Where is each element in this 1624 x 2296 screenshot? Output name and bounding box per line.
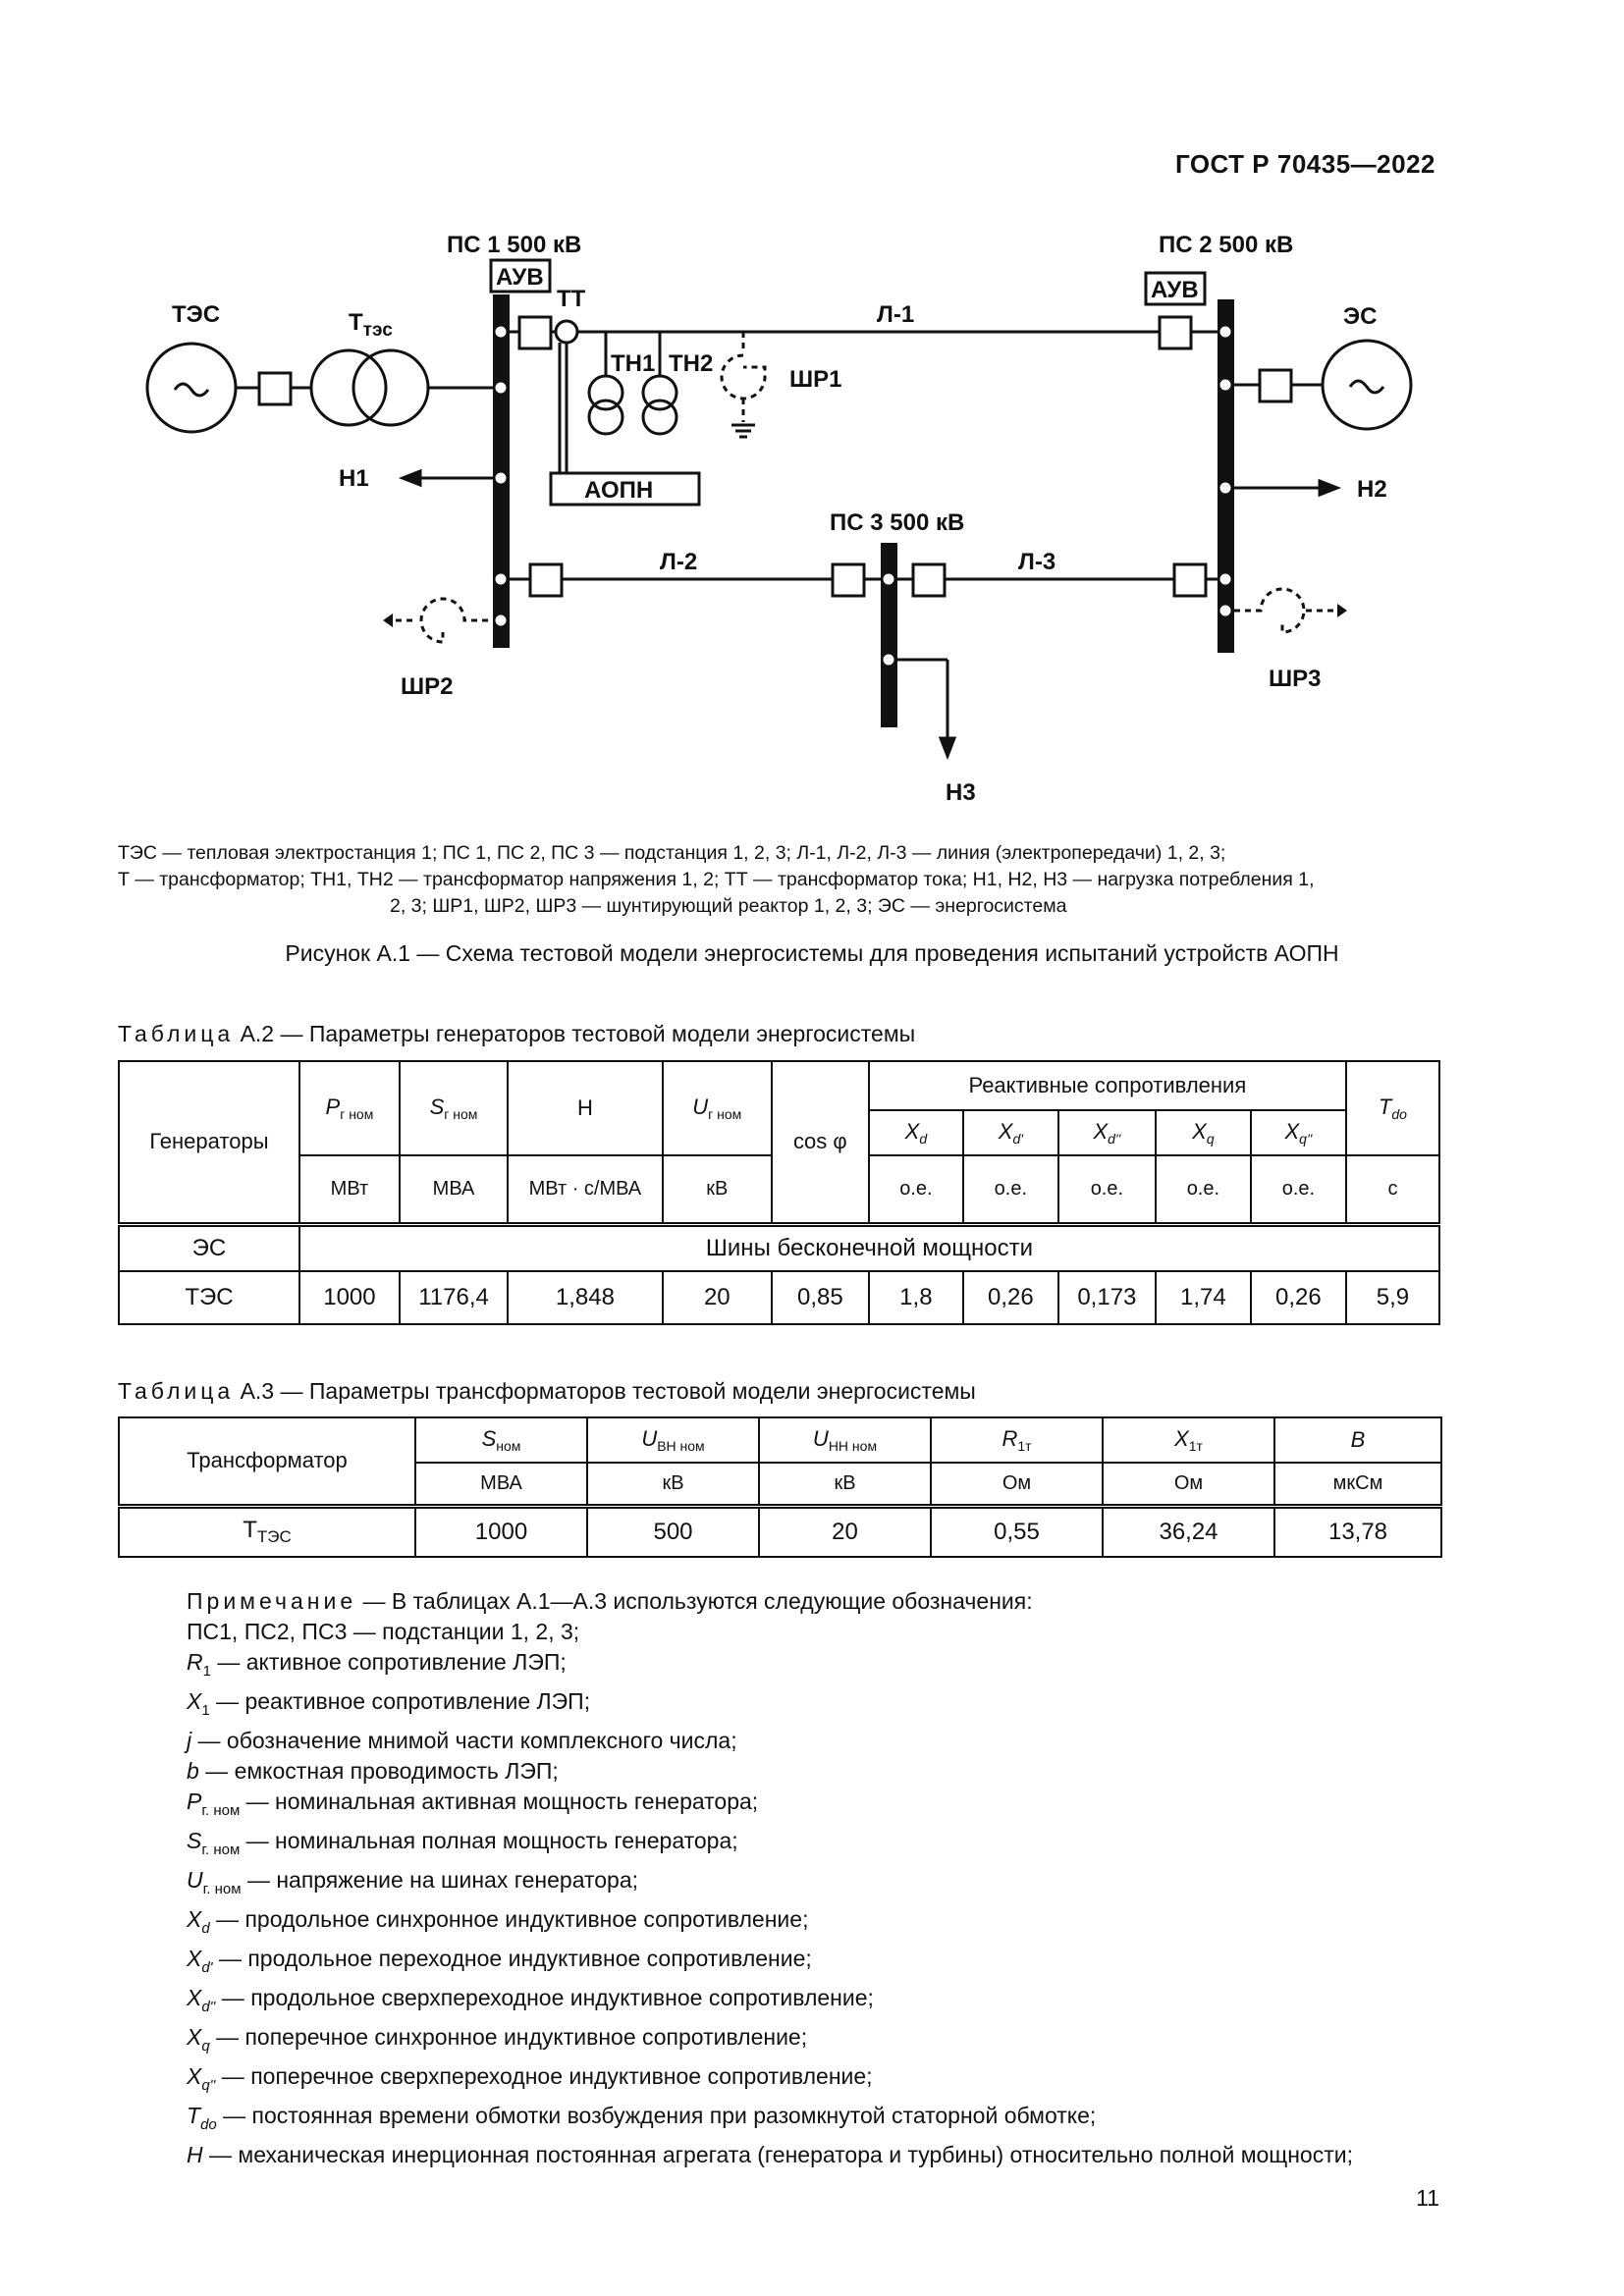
row-name: $Т_{ТЭС}$ bbox=[119, 1506, 415, 1557]
figure-legend bbox=[118, 840, 1440, 920]
cell: 1,848 bbox=[508, 1271, 663, 1324]
u-xd: о.е. bbox=[869, 1155, 963, 1224]
note-text: — поперечное сверхпереходное индуктивное сопротивление; bbox=[215, 2063, 873, 2089]
cell: 1000 bbox=[415, 1506, 587, 1557]
note-symbol: H bbox=[187, 2142, 203, 2167]
ttes-label: $Т_{тэс}$ bbox=[349, 309, 393, 341]
note-symbol: X bbox=[187, 1946, 202, 1971]
h-s: $S_{ном}$ bbox=[415, 1417, 587, 1463]
cell: 13,78 bbox=[1274, 1506, 1441, 1557]
note-text: — номинальная активная мощность генератора; bbox=[240, 1789, 759, 1814]
u-b: мкСм bbox=[1274, 1463, 1441, 1506]
note-item bbox=[187, 1726, 1353, 1756]
h-xd: $X_d$ bbox=[869, 1110, 963, 1155]
note-text: — продольное переходное индуктивное сопротивление; bbox=[212, 1946, 812, 1971]
h-tdo: $T_{do}$ bbox=[1346, 1061, 1439, 1155]
u-x: Ом bbox=[1103, 1463, 1274, 1506]
legend-line-1: ТЭС — тепловая электростанция 1; ПС 1, ПС 2, ПС 3 — подстанция 1, 2, 3; Л-1, Л-2, Л-3 — линия (электропередачи) 1, 2, 3; bbox=[118, 842, 1226, 864]
page-number: 11 bbox=[1416, 2185, 1439, 2211]
h-u: $U_{г ном}$ bbox=[663, 1061, 772, 1155]
note-subscript: q bbox=[201, 2038, 210, 2055]
note-text: — реактивное сопротивление ЛЭП; bbox=[209, 1688, 591, 1714]
row-es-name: ЭС bbox=[119, 1224, 299, 1271]
u-p: МВт bbox=[299, 1155, 400, 1224]
u-s: МВА bbox=[400, 1155, 508, 1224]
note-item bbox=[187, 1617, 1353, 1647]
figure-caption: Рисунок А.1 — Схема тестовой модели энергосистемы для проведения испытаний устройств АОПН bbox=[285, 940, 1339, 966]
u-s: МВА bbox=[415, 1463, 587, 1506]
note-subscript: 1 bbox=[201, 1702, 210, 1719]
tn1-label: ТН1 bbox=[611, 350, 656, 377]
h-reactive: Реактивные сопротивления bbox=[869, 1061, 1346, 1110]
standard-code: ГОСТ Р 70435—2022 bbox=[1174, 149, 1435, 179]
note-item bbox=[187, 1904, 1353, 1944]
es-label: ЭС bbox=[1343, 303, 1378, 330]
note-text: — активное сопротивление ЛЭП; bbox=[210, 1649, 567, 1675]
note-item bbox=[187, 2101, 1353, 2140]
u-u: кВ bbox=[663, 1155, 772, 1224]
note-text: ПС1, ПС2, ПС3 — подстанции 1, 2, 3; bbox=[187, 1619, 580, 1644]
cell: 1176,4 bbox=[400, 1271, 508, 1324]
note-subscript: d'' bbox=[201, 1999, 216, 2015]
note-item bbox=[187, 1826, 1353, 1865]
note-symbol: S bbox=[187, 1828, 202, 1853]
u-unn: кВ bbox=[759, 1463, 931, 1506]
table-row bbox=[119, 1271, 1439, 1324]
h-xd2: $X_{d''}$ bbox=[1058, 1110, 1156, 1155]
notes-list bbox=[187, 1617, 1353, 2170]
note-symbol: T bbox=[187, 2103, 201, 2128]
legend-line-3: 2, 3; ШР1, ШР2, ШР3 — шунтирующий реактор 1, 2, 3; ЭС — энергосистема bbox=[390, 895, 1067, 917]
l2-label: Л-2 bbox=[660, 549, 698, 575]
note-symbol: X bbox=[187, 1688, 202, 1714]
h-x: $X_{1т}$ bbox=[1103, 1417, 1274, 1463]
n3-label: Н3 bbox=[946, 779, 976, 806]
u-uvn: кВ bbox=[587, 1463, 759, 1506]
note-item bbox=[187, 2022, 1353, 2061]
u-xd2: о.е. bbox=[1058, 1155, 1156, 1224]
note-item bbox=[187, 2140, 1353, 2170]
note-text: — постоянная времени обмотки возбуждения при разомкнутой статорной обмотке; bbox=[216, 2103, 1097, 2128]
note-item bbox=[187, 1756, 1353, 1787]
u-xd1: о.е. bbox=[963, 1155, 1058, 1224]
row-es-text: Шины бесконечной мощности bbox=[299, 1224, 1439, 1271]
u-tdo: с bbox=[1346, 1155, 1439, 1224]
cell: 0,26 bbox=[963, 1271, 1058, 1324]
notes bbox=[187, 1586, 1353, 2170]
table-row bbox=[119, 1506, 1441, 1557]
shr2-label: ШР2 bbox=[401, 673, 454, 700]
note-text: — обозначение мнимой части комплексного числа; bbox=[191, 1728, 737, 1753]
auv1-label: АУВ bbox=[496, 264, 544, 291]
h-uvn: $U_{ВН ном}$ bbox=[587, 1417, 759, 1463]
h-xd1: $X_{d'}$ bbox=[963, 1110, 1058, 1155]
u-r: Ом bbox=[931, 1463, 1103, 1506]
note-subscript: г. ном bbox=[202, 1881, 242, 1897]
note-text: — продольное сверхпереходное индуктивное сопротивление; bbox=[215, 1985, 874, 2010]
cell: 0,85 bbox=[772, 1271, 869, 1324]
note-symbol: b bbox=[187, 1758, 199, 1784]
u-xq: о.е. bbox=[1156, 1155, 1251, 1224]
table3-caption: Таблица А.3 — Параметры трансформаторов тестовой модели энергосистемы bbox=[118, 1378, 976, 1404]
tn2-label: ТН2 bbox=[669, 350, 714, 377]
notes-title: Примечание — В таблицах А.1—А.3 используются следующие обозначения: bbox=[187, 1588, 1033, 1614]
note-text: — номинальная полная мощность генератора; bbox=[240, 1828, 738, 1853]
note-symbol: j bbox=[187, 1728, 192, 1753]
ps3-label: ПС 3 500 кВ bbox=[830, 509, 965, 536]
cell: 1,8 bbox=[869, 1271, 963, 1324]
u-h: МВт · с/МВА bbox=[508, 1155, 663, 1224]
transformers-table bbox=[118, 1416, 1442, 1558]
h-h: H bbox=[508, 1061, 663, 1155]
generators-table bbox=[118, 1060, 1440, 1325]
h-transformer: Трансформатор bbox=[119, 1417, 415, 1506]
note-symbol: X bbox=[187, 2024, 202, 2050]
note-item bbox=[187, 1647, 1353, 1686]
cell: 20 bbox=[759, 1506, 931, 1557]
note-symbol: U bbox=[187, 1867, 203, 1893]
ps2-label: ПС 2 500 кВ bbox=[1159, 232, 1294, 258]
u-xq2: о.е. bbox=[1251, 1155, 1346, 1224]
note-symbol: X bbox=[187, 2063, 202, 2089]
n1-label: Н1 bbox=[339, 465, 369, 492]
aopn-label: АОПН bbox=[584, 477, 654, 504]
legend-line-2: Т — трансформатор; ТН1, ТН2 — трансформатор напряжения 1, 2; ТТ — трансформатор тока; Н1, Н2, Н3 — нагрузка потребления 1, bbox=[118, 869, 1315, 890]
note-item bbox=[187, 1787, 1353, 1826]
n2-label: Н2 bbox=[1357, 476, 1387, 503]
cell: 1,74 bbox=[1156, 1271, 1251, 1324]
table2-caption: Таблица А.2 — Параметры генераторов тестовой модели энергосистемы bbox=[118, 1021, 916, 1046]
note-subscript: d bbox=[201, 1920, 210, 1937]
cell: 0,26 bbox=[1251, 1271, 1346, 1324]
cell: 0,173 bbox=[1058, 1271, 1156, 1324]
note-symbol: X bbox=[187, 1906, 202, 1932]
note-subscript: г. ном bbox=[201, 1842, 241, 1858]
note-subscript: d' bbox=[201, 1959, 213, 1976]
note-item bbox=[187, 1944, 1353, 1983]
note-text: — продольное синхронное индуктивное сопротивление; bbox=[209, 1906, 809, 1932]
note-text: — напряжение на шинах генератора; bbox=[241, 1867, 639, 1893]
tt-label: ТТ bbox=[557, 286, 586, 312]
note-subscript: do bbox=[200, 2116, 217, 2133]
note-item bbox=[187, 2061, 1353, 2101]
power-system-diagram bbox=[0, 0, 1624, 825]
cell: 20 bbox=[663, 1271, 772, 1324]
l3-label: Л-3 bbox=[1018, 549, 1056, 575]
cell: 5,9 bbox=[1346, 1271, 1439, 1324]
h-s: $S_{г ном}$ bbox=[400, 1061, 508, 1155]
tes-label: ТЭС bbox=[172, 301, 221, 328]
cell: 500 bbox=[587, 1506, 759, 1557]
ps1-label: ПС 1 500 кВ bbox=[447, 232, 582, 258]
note-symbol: P bbox=[187, 1789, 202, 1814]
h-generators: Генераторы bbox=[119, 1061, 299, 1224]
note-text: — механическая инерционная постоянная агрегата (генератора и турбины) относительно полной мощности; bbox=[202, 2142, 1353, 2167]
h-cos: cos φ bbox=[772, 1061, 869, 1224]
shr3-label: ШР3 bbox=[1269, 666, 1322, 692]
cell: ТЭС bbox=[119, 1271, 299, 1324]
note-subscript: г. ном bbox=[201, 1802, 241, 1819]
cell: 0,55 bbox=[931, 1506, 1103, 1557]
note-item bbox=[187, 1686, 1353, 1726]
cell: 36,24 bbox=[1103, 1506, 1274, 1557]
note-item bbox=[187, 1865, 1353, 1904]
shr1-label: ШР1 bbox=[789, 366, 842, 393]
cell: 1000 bbox=[299, 1271, 400, 1324]
note-text: — емкостная проводимость ЛЭП; bbox=[198, 1758, 559, 1784]
h-xq: $X_q$ bbox=[1156, 1110, 1251, 1155]
h-b: B bbox=[1274, 1417, 1441, 1463]
h-r: $R_{1т}$ bbox=[931, 1417, 1103, 1463]
note-subscript: q'' bbox=[201, 2077, 216, 2094]
note-item bbox=[187, 1983, 1353, 2022]
h-unn: $U_{НН ном}$ bbox=[759, 1417, 931, 1463]
h-p: $P_{г ном}$ bbox=[299, 1061, 400, 1155]
note-subscript: 1 bbox=[202, 1663, 211, 1680]
l1-label: Л-1 bbox=[877, 301, 915, 328]
note-symbol: R bbox=[187, 1649, 203, 1675]
auv2-label: АУВ bbox=[1151, 277, 1199, 303]
note-text: — поперечное синхронное индуктивное сопротивление; bbox=[209, 2024, 808, 2050]
h-xq2: $X_{q''}$ bbox=[1251, 1110, 1346, 1155]
note-symbol: X bbox=[187, 1985, 202, 2010]
